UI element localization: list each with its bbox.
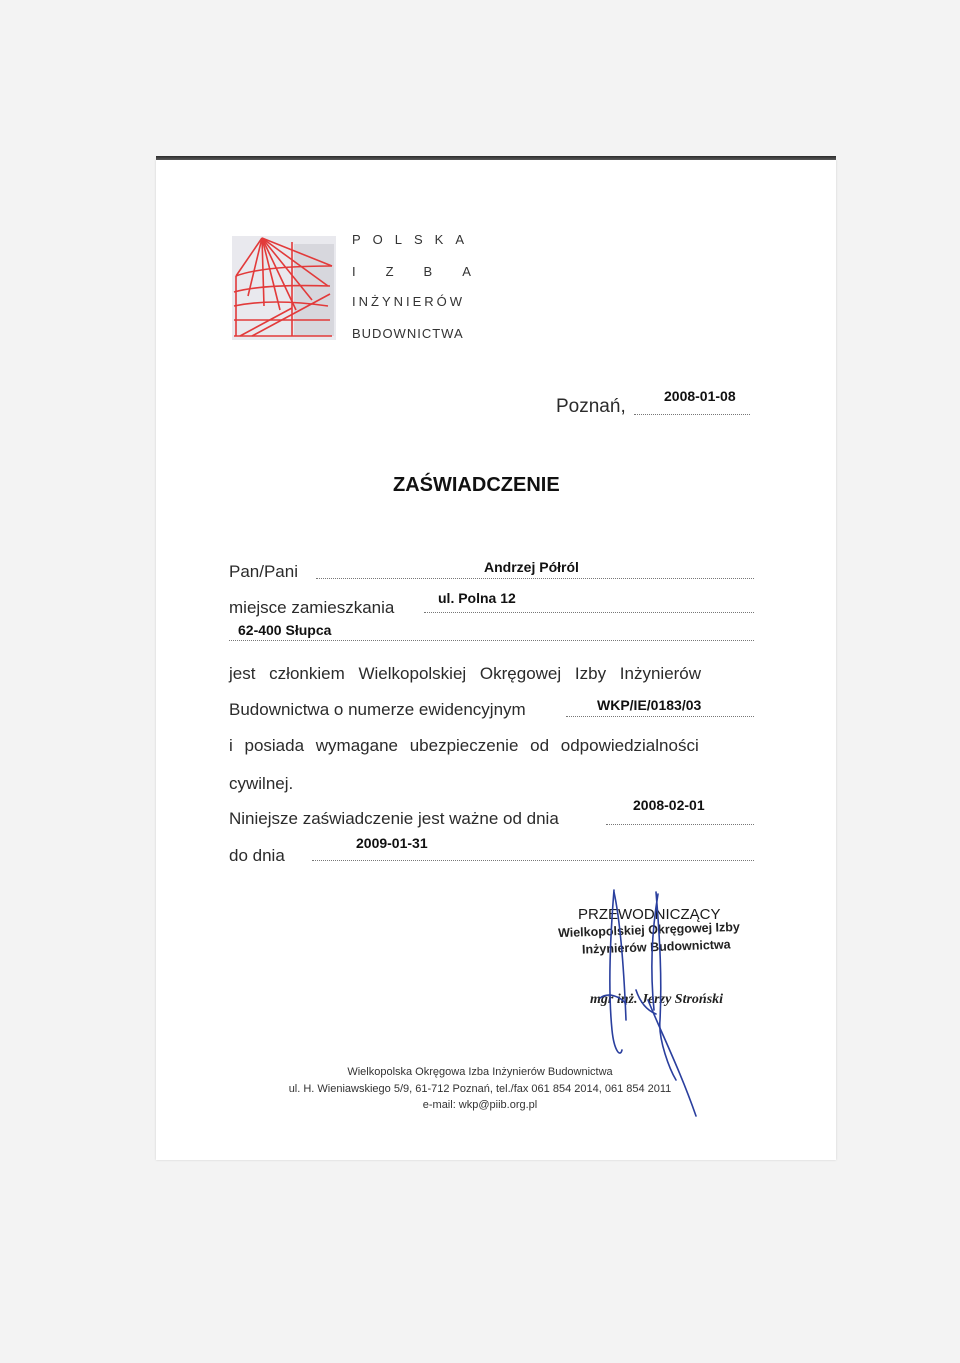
valid-to-label: do dnia <box>229 846 285 865</box>
building-rays-logo-icon <box>232 236 336 340</box>
name-value: Andrzej Półról <box>484 559 579 575</box>
valid-to-dotted-line <box>312 860 754 861</box>
registration-number: WKP/IE/0183/03 <box>597 697 702 713</box>
name-dotted-line <box>316 578 754 579</box>
registration-dotted-line <box>566 716 754 717</box>
residence-label: miejsce zamieszkania <box>229 598 395 617</box>
logo-line-3: INŻYNIERÓW <box>352 294 466 309</box>
date-city-label: Poznań, <box>556 396 626 417</box>
stamp-signatory-name: mgr inż. Jerzy Stroński <box>590 992 724 1007</box>
footer-line-2: ul. H. Wieniawskiego 5/9, 61-712 Poznań, tel./fax 061 854 2014, 061 854 2011 <box>288 1083 672 1095</box>
document-title: ZAŚWIADCZENIE <box>393 474 560 496</box>
stamp-title: PRZEWODNICZĄCY <box>578 906 721 923</box>
logo-line-1: POLSKA <box>352 232 477 247</box>
valid-from-dotted-line <box>606 824 754 825</box>
body-line-2: Budownictwa o numerze ewidencyjnym <box>229 700 526 719</box>
residence-dotted-line <box>424 612 754 613</box>
footer-line-1: Wielkopolska Okręgowa Izba Inżynierów Budownictwa <box>347 1066 613 1078</box>
name-label: Pan/Pani <box>229 562 298 581</box>
city-dotted-line <box>229 640 754 641</box>
issue-date: 2008-01-08 <box>664 388 736 404</box>
logo-line-4: BUDOWNICTWA <box>352 326 464 341</box>
valid-to-date: 2009-01-31 <box>356 835 428 851</box>
city-value: 62-400 Słupca <box>238 622 332 638</box>
stamp-line-3: Inżynierów Budownictwa <box>581 937 731 957</box>
valid-from-label: Niniejsze zaświadczenie jest ważne od dnia <box>229 809 559 828</box>
stamp-line-2: Wielkopolskiej Okręgowej Izby <box>557 919 741 941</box>
footer-line-3: e-mail: wkp@piib.org.pl <box>422 1099 538 1111</box>
body-line-4: cywilnej. <box>229 774 294 793</box>
street-value: ul. Polna 12 <box>438 590 516 606</box>
body-line-1: jest członkiem Wielkopolskiej Okręgowej Izby Inżynierów <box>229 664 702 683</box>
body-line-3: i posiada wymagane ubezpieczenie od odpowiedzialności <box>229 736 699 755</box>
valid-from-date: 2008-02-01 <box>633 797 705 813</box>
logo-line-2: IZBA <box>352 264 501 279</box>
date-dotted-line <box>634 414 750 415</box>
